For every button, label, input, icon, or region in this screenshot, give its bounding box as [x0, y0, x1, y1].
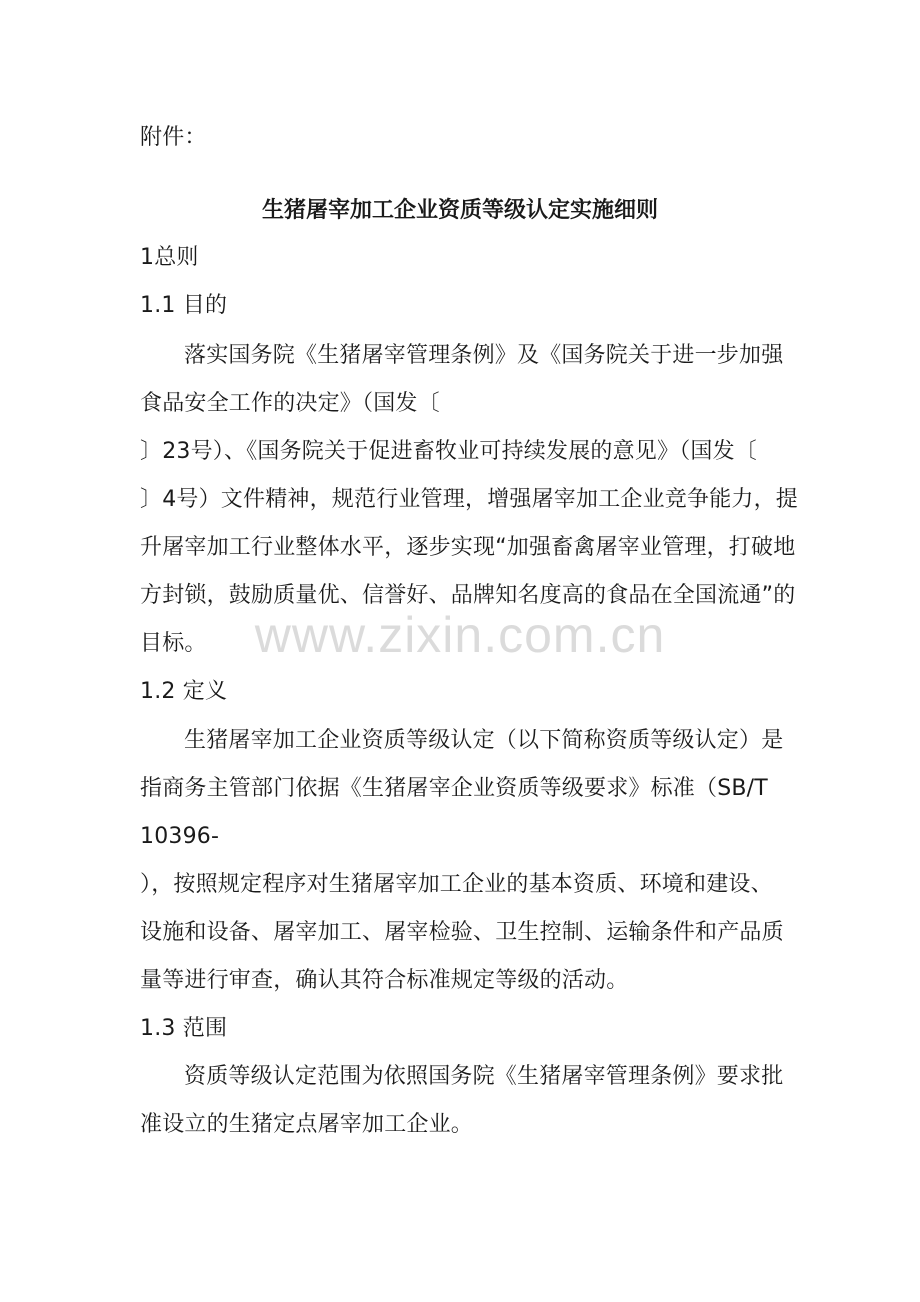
- section-heading-general: 1总则: [140, 245, 199, 270]
- paragraph-line: 〕4号）文件精神，规范行业管理，增强屠宰加工企业竞争能力，提: [140, 487, 798, 512]
- paragraph-line: 食品安全工作的决定》（国发〔: [140, 391, 440, 416]
- paragraph-line: 升屠宰加工行业整体水平，逐步实现“加强畜禽屠宰业管理，打破地: [140, 535, 796, 560]
- section-heading-purpose: 1.1 目的: [140, 293, 228, 318]
- section-heading-definition: 1.2 定义: [140, 679, 228, 704]
- paragraph-line: 生猪屠宰加工企业资质等级认定（以下简称资质等级认定）是: [184, 728, 784, 753]
- paragraph-line: 10396-: [140, 824, 220, 849]
- watermark: www.zixin.com.cn: [254, 607, 666, 663]
- paragraph-line: 资质等级认定范围为依照国务院《生猪屠宰管理条例》要求批: [184, 1064, 784, 1089]
- paragraph-line: ），按照规定程序对生猪屠宰加工企业的基本资质、环境和建设、: [140, 872, 773, 897]
- section-heading-scope: 1.3 范围: [140, 1016, 228, 1041]
- document-title: 生猪屠宰加工企业资质等级认定实施细则: [261, 198, 658, 223]
- paragraph-line: 准设立的生猪定点屠宰加工企业。: [140, 1112, 474, 1137]
- paragraph-line: 设施和设备、屠宰加工、屠宰检验、卫生控制、运输条件和产品质: [140, 920, 784, 945]
- attachment-label: 附件：: [140, 125, 207, 150]
- paragraph-line: 量等进行审查，确认其符合标准规定等级的活动。: [140, 968, 629, 993]
- paragraph-line: 方封锁，鼓励质量优、信誉好、品牌知名度高的食品在全国流通”的: [140, 583, 796, 608]
- paragraph-line: 落实国务院《生猪屠宰管理条例》及《国务院关于进一步加强: [184, 343, 784, 368]
- paragraph-line: 目标。: [140, 631, 207, 656]
- paragraph-line: 指商务主管部门依据《生猪屠宰企业资质等级要求》标准（SB/T: [140, 776, 768, 801]
- paragraph-line: 〕23号）、《国务院关于促进畜牧业可持续发展的意见》（国发〔: [140, 439, 757, 464]
